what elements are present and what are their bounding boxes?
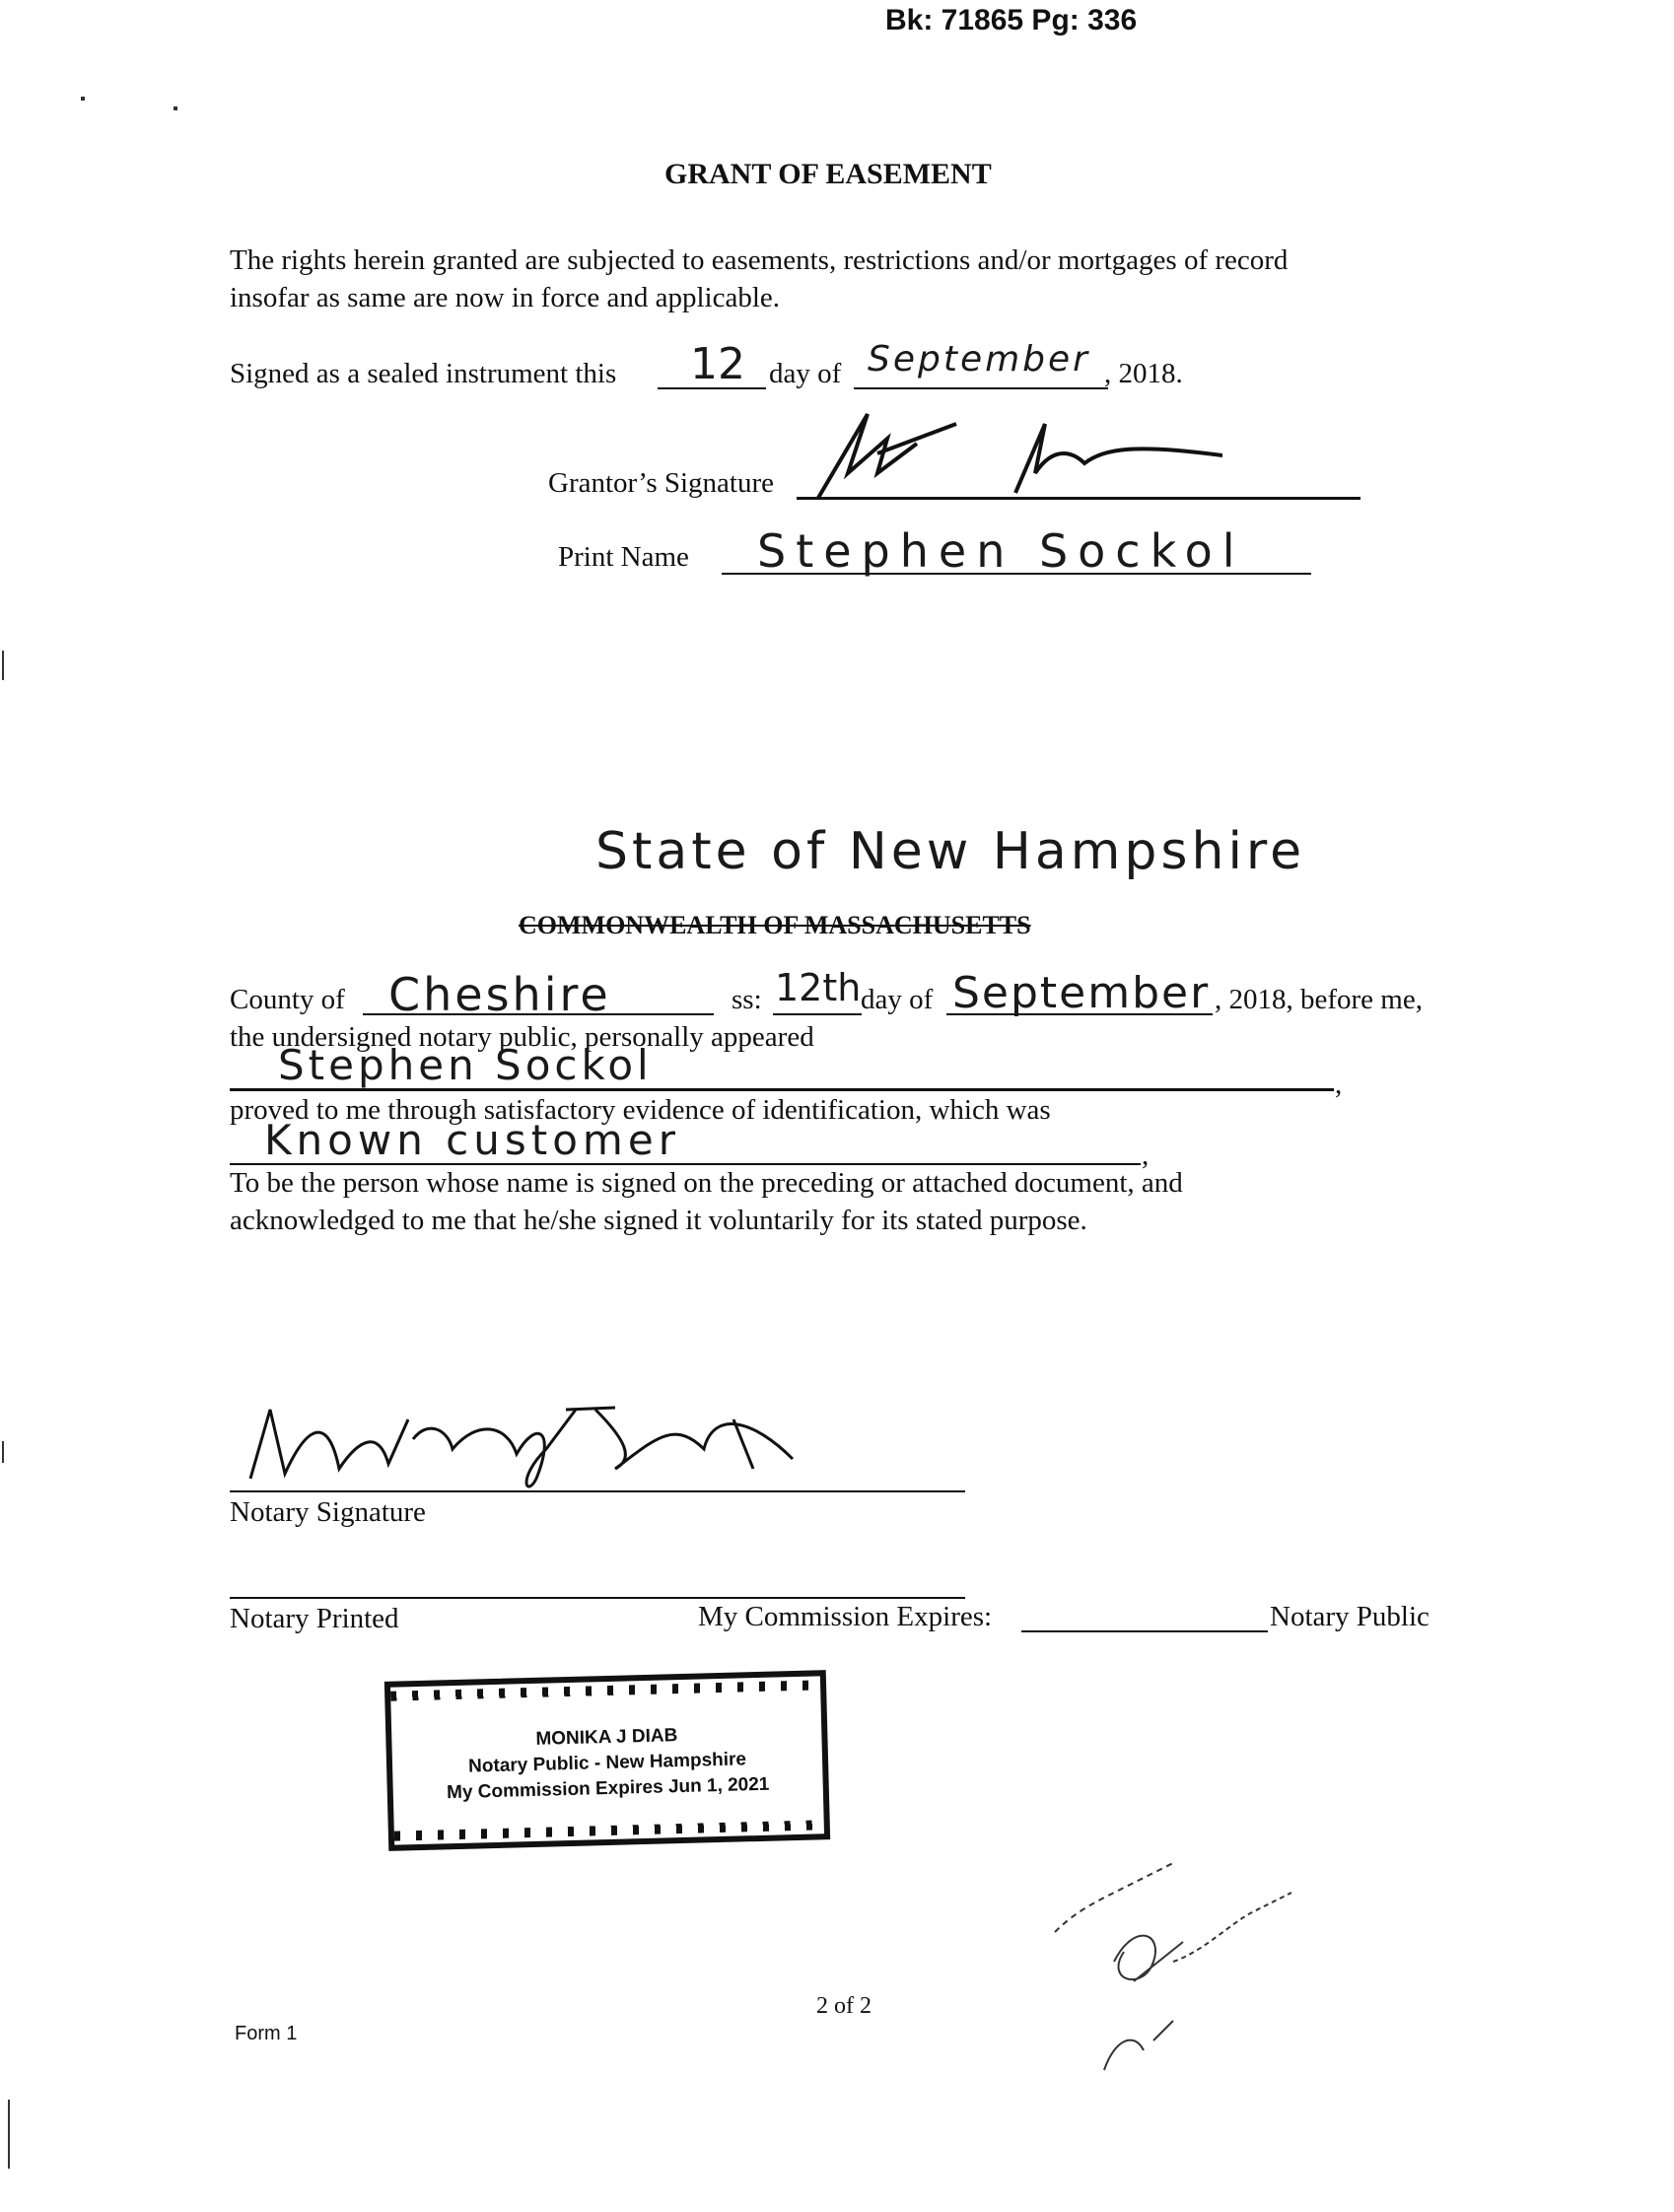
commission-expires-label: My Commission Expires: <box>698 1601 993 1632</box>
print-name-handwritten: Stephen Sockol <box>757 524 1245 578</box>
evidence-comma: , <box>1142 1140 1150 1171</box>
notary-printed-label: Notary Printed <box>230 1603 399 1634</box>
signed-day-handwritten: 12 <box>690 339 745 389</box>
notary-public-label: Notary Public <box>1270 1601 1430 1632</box>
print-name-label: Print Name <box>558 541 689 573</box>
grantor-signature-mark <box>808 404 1222 503</box>
grantor-signature-label: Grantor’s Signature <box>548 467 774 499</box>
appeared-text: the undersigned notary public, personally appeared <box>230 1021 814 1053</box>
notary-seal-stamp <box>384 1670 830 1851</box>
scan-edge-mark <box>2 1441 4 1463</box>
stamp-line-expiry: My Commission Expires Jun 1, 2021 <box>446 1773 770 1804</box>
rights-text-line-1: The rights herein granted are subjected to easements, restrictions and/or mortgages of record <box>230 244 1289 276</box>
ss-label: ss: <box>732 984 762 1015</box>
ss-day-line <box>773 1013 862 1015</box>
notary-signature-label: Notary Signature <box>230 1496 426 1528</box>
document-title: GRANT OF EASEMENT <box>664 158 992 190</box>
signed-year-label: , 2018. <box>1104 358 1183 389</box>
stamp-line-name: MONIKA J DIAB <box>535 1725 678 1750</box>
notary-year-label: , 2018, before me, <box>1215 984 1423 1015</box>
notary-printed-line <box>230 1597 965 1599</box>
county-label: County of <box>230 984 345 1015</box>
appeared-comma: , <box>1335 1069 1343 1100</box>
proved-text: proved to me through satisfactory evidence of identification, which was <box>230 1094 1051 1126</box>
state-handwritten: State of New Hampshire <box>595 822 1306 881</box>
signed-month-line <box>854 387 1108 389</box>
person-text-line-2: acknowledged to me that he/she signed it voluntarily for its stated purpose. <box>230 1205 1087 1236</box>
form-label: Form 1 <box>235 2023 298 2044</box>
commission-expires-line <box>1021 1630 1268 1632</box>
struck-commonwealth-heading: COMMONWEALTH OF MASSACHUSETTS <box>519 911 1031 939</box>
rights-text-line-2: insofar as same are now in force and applicable. <box>230 282 781 313</box>
signed-month-handwritten: September <box>868 339 1090 380</box>
appeared-name-handwritten: Stephen Sockol <box>278 1041 653 1089</box>
notary-day-of-label: day of <box>861 984 934 1015</box>
notary-signature-line <box>230 1490 965 1492</box>
county-handwritten: Cheshire <box>388 968 611 1021</box>
evidence-handwritten: Known customer <box>264 1116 680 1164</box>
signed-instrument-label: Signed as a sealed instrument this <box>230 358 617 389</box>
scan-edge-mark <box>2 651 4 680</box>
scan-speck <box>81 97 85 101</box>
book-page-reference: Bk: 71865 Pg: 336 <box>885 4 1138 36</box>
notary-month-handwritten: September <box>952 968 1211 1018</box>
signed-day-of-label: day of <box>769 358 842 389</box>
notary-signature-mark <box>241 1380 812 1498</box>
page-number: 2 of 2 <box>816 1993 872 2019</box>
scan-edge-mark <box>8 2100 10 2169</box>
person-text-line-1: To be the person whose name is signed on the preceding or attached document, and <box>230 1167 1183 1199</box>
scan-speck <box>174 106 177 110</box>
margin-scribble-mark <box>1045 1853 1311 2080</box>
stamp-line-title: Notary Public - New Hampshire <box>467 1749 747 1777</box>
notary-day-handwritten: 12th <box>775 966 862 1009</box>
